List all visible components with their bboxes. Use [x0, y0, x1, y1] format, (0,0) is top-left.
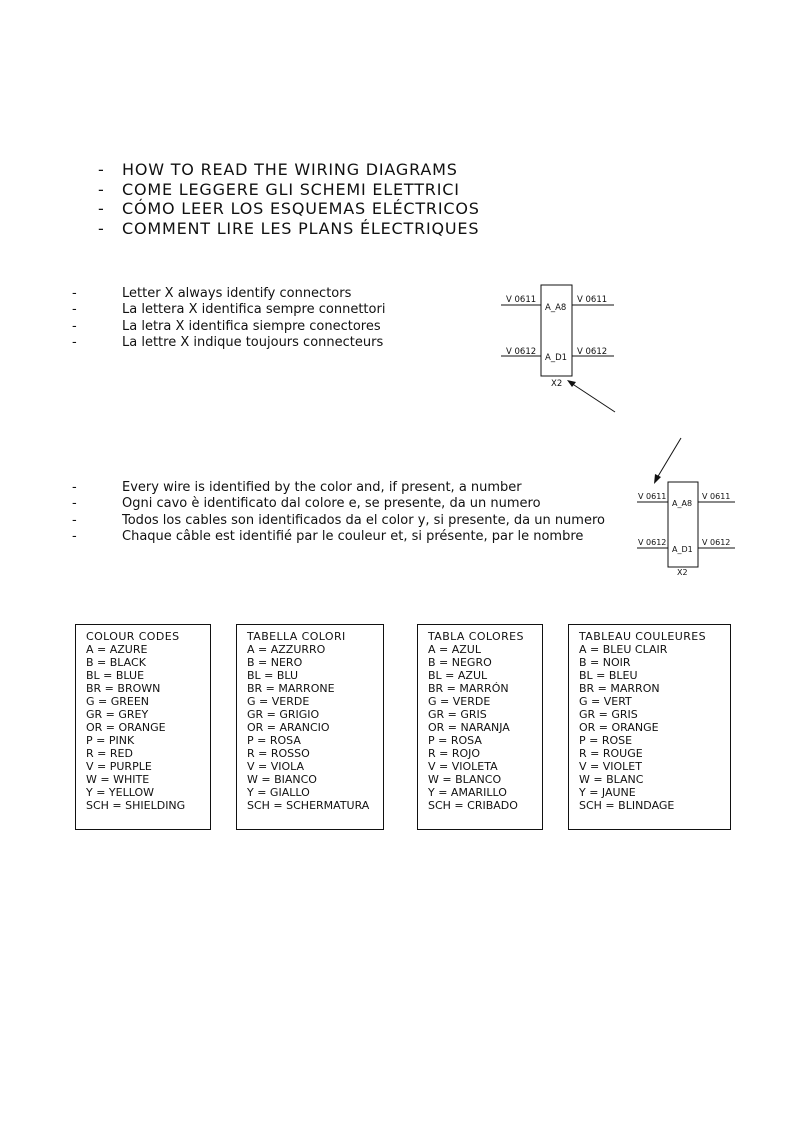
- list-item: [72, 302, 385, 318]
- wire-label: V 0611: [702, 492, 731, 501]
- bullet-dash: -: [72, 286, 77, 301]
- pin-label: A_D1: [672, 545, 693, 554]
- list-item: [72, 480, 605, 496]
- table-row: R = ROSSO: [247, 747, 310, 760]
- table-row: G = VERDE: [428, 695, 491, 708]
- color-table-french: [568, 624, 731, 830]
- note-text: Every wire is identified by the color and, if present, a number: [122, 480, 522, 495]
- table-row: W = BIANCO: [247, 773, 317, 786]
- note-text: La lettera X identifica sempre connettori: [122, 302, 386, 318]
- note-text: Letter X always identify connectors: [122, 286, 352, 301]
- bullet-dash: -: [72, 318, 77, 334]
- table-row: A = BLEU CLAIR: [579, 643, 668, 656]
- note-text: Chaque câble est identifié par le couleur et, si présente, par le nombre: [122, 528, 584, 544]
- arrow-icon: [560, 375, 620, 417]
- wire-notes: [72, 480, 605, 545]
- table-row: SCH = CRIBADO: [428, 799, 518, 812]
- wire-label: V 0611: [577, 295, 608, 305]
- title-text: CÓMO LEER LOS ESQUEMAS ELÉCTRICOS: [122, 199, 480, 219]
- table-row: SCH = SHIELDING: [86, 799, 186, 812]
- table-row: W = BLANCO: [428, 773, 502, 786]
- table-row: R = ROUGE: [579, 747, 643, 760]
- table-row: Y = GIALLO: [247, 786, 310, 799]
- note-text: La letra X identifica siempre conectores: [122, 318, 381, 334]
- title-text: COME LEGGERE GLI SCHEMI ELETTRICI: [122, 179, 460, 199]
- title-text: COMMENT LIRE LES PLANS ÉLECTRIQUES: [122, 219, 480, 239]
- title-text: HOW TO READ THE WIRING DIAGRAMS: [122, 160, 458, 179]
- table-row: R = ROJO: [428, 747, 481, 760]
- table-row: SCH = SCHERMATURA: [247, 799, 370, 812]
- pin-label: A_D1: [545, 353, 568, 363]
- pin-label: A_A8: [672, 499, 693, 508]
- table-row: W = WHITE: [86, 773, 150, 786]
- list-item: [72, 319, 385, 335]
- table-row: GR = GRIS: [428, 708, 487, 721]
- note-text: Todos los cables son identificados da el color y, si presente, da un numero: [122, 512, 605, 528]
- table-row: BR = MARRON: [579, 682, 660, 695]
- table-row: BR = MARRÓN: [428, 682, 509, 695]
- table-row: G = VERT: [579, 695, 632, 708]
- note-text: Ogni cavo è identificato dal colore e, se presente, da un numero: [122, 496, 541, 512]
- list-item: [72, 496, 605, 512]
- pin-label: A_A8: [545, 303, 567, 313]
- table-row: OR = ORANGE: [579, 721, 659, 734]
- table-row: GR = GRIGIO: [247, 708, 320, 721]
- table-row: V = VIOLET: [579, 760, 642, 773]
- connector-box: [668, 482, 698, 567]
- table-row: B = NEGRO: [428, 656, 492, 669]
- wire-label: V 0611: [506, 295, 537, 305]
- table-row: SCH = BLINDAGE: [579, 799, 675, 812]
- connector-label: X2: [677, 568, 688, 577]
- table-row: B = NERO: [247, 656, 303, 669]
- connector-notes: [72, 286, 385, 351]
- table-row: V = PURPLE: [86, 760, 152, 773]
- table-title: TABLA COLORES: [428, 630, 524, 643]
- wire-label: V 0612: [577, 347, 608, 357]
- table-row: P = ROSE: [579, 734, 633, 747]
- table-row: BL = BLUE: [86, 669, 145, 682]
- color-table-italian: [236, 624, 384, 830]
- color-table-spanish: [417, 624, 543, 830]
- bullet-dash: -: [72, 496, 77, 512]
- bullet-dash: -: [72, 334, 77, 350]
- table-row: P = ROSA: [428, 734, 482, 747]
- bullet-dash: -: [72, 512, 77, 528]
- table-title: COLOUR CODES: [86, 630, 180, 643]
- table-row: B = BLACK: [86, 656, 146, 669]
- list-item: [72, 513, 605, 529]
- table-row: GR = GRIS: [579, 708, 638, 721]
- bullet-dash: -: [72, 480, 77, 495]
- list-item: [72, 286, 385, 302]
- table-row: OR = ORANGE: [86, 721, 166, 734]
- bullet-dash: -: [98, 160, 105, 179]
- bullet-dash: -: [98, 179, 105, 199]
- table-row: A = AZUL: [428, 643, 481, 656]
- table-row: GR = GREY: [86, 708, 149, 721]
- table-row: Y = AMARILLO: [428, 786, 507, 799]
- table-row: BL = AZUL: [428, 669, 488, 682]
- title-list: [98, 160, 480, 239]
- list-item: [72, 335, 385, 351]
- table-row: V = VIOLA: [247, 760, 305, 773]
- table-row: Y = JAUNE: [579, 786, 636, 799]
- wire-label: V 0611: [638, 492, 667, 501]
- connector-label: X2: [551, 379, 563, 389]
- color-table-english: [75, 624, 211, 830]
- wire-diagram: [636, 481, 738, 581]
- table-row: BR = BROWN: [86, 682, 161, 695]
- table-row: P = ROSA: [247, 734, 301, 747]
- table-row: BL = BLEU: [579, 669, 638, 682]
- table-row: W = BLANC: [579, 773, 644, 786]
- table-row: OR = ARANCIO: [247, 721, 330, 734]
- table-row: G = VERDE: [247, 695, 310, 708]
- table-row: OR = NARANJA: [428, 721, 510, 734]
- bullet-dash: -: [98, 199, 105, 219]
- table-row: R = RED: [86, 747, 133, 760]
- wire-label: V 0612: [702, 538, 731, 547]
- title-row: [98, 180, 480, 200]
- bullet-dash: -: [72, 302, 77, 318]
- table-row: BR = MARRONE: [247, 682, 335, 695]
- table-title: TABELLA COLORI: [247, 630, 346, 643]
- title-row: [98, 199, 480, 219]
- wire-label: V 0612: [506, 347, 537, 357]
- list-item: [72, 529, 605, 545]
- bullet-dash: -: [98, 219, 105, 239]
- bullet-dash: -: [72, 528, 77, 544]
- table-row: A = AZURE: [86, 643, 148, 656]
- title-row: [98, 219, 480, 239]
- table-row: G = GREEN: [86, 695, 150, 708]
- table-row: Y = YELLOW: [86, 786, 154, 799]
- table-row: V = VIOLETA: [428, 760, 498, 773]
- table-title: TABLEAU COULEURES: [579, 630, 706, 643]
- title-row: [98, 160, 480, 180]
- table-row: A = AZZURRO: [247, 643, 326, 656]
- table-row: P = PINK: [86, 734, 135, 747]
- table-row: BL = BLU: [247, 669, 299, 682]
- wire-label: V 0612: [638, 538, 667, 547]
- note-text: La lettre X indique toujours connecteurs: [122, 334, 384, 350]
- table-row: B = NOIR: [579, 656, 631, 669]
